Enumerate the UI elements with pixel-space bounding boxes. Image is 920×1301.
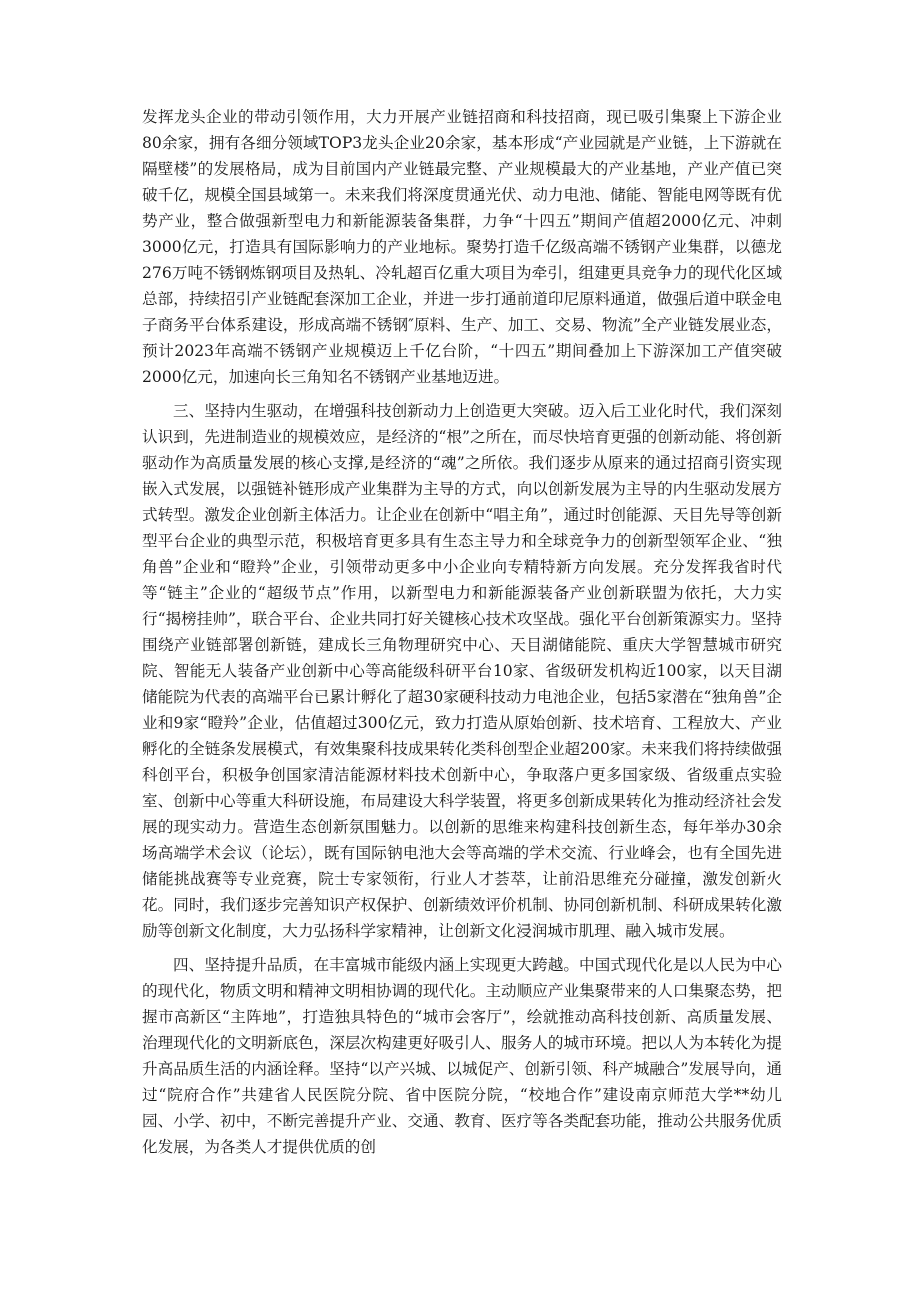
paragraph-section-three: 三、坚持内生驱动，在增强科技创新动力上创造更大突破。迈入后工业化时代，我们深刻认识到，先进制造业的规模效应，是经济的“根”之所在，而尽快培育更强的创新动能、将创新驱动作为高质量发展的核心支撑,是经济的“魂”之所依。我们逐步从原来的通过招商引资实现嵌入式发展，以强链补链形成产业集群为主导的方式，向以创新发展为主导的内生驱动发展方式转型。激发企业创新主体活力。让企业在创新中“唱主角”，通过时创能源、天目先导等创新型平台企业的典型示范，积极培育更多具有生态主导力和全球竞争力的创新型领军企业、“独角兽”企业和“瞪羚”企业，引领带动更多中小企业向专精特新方向发展。充分发挥我省时代等“链主”企业的“超级节点”作用，以新型电力和新能源装备产业创新联盟为依托，大力实行“揭榜挂帅”，联合平台、企业共同打好关键核心技术攻坚战。强化平台创新策源实力。坚持围绕产业链部署创新链，建成长三角物理研究中心、天目湖储能院、重庆大学智慧城市研究院、智能无人装备产业创新中心等高能级科研平台10家、省级研发机构近100家，以天目湖储能院为代表的高端平台已累计孵化了超30家硬科技动力电池企业，包括5家潜在“独角兽”企业和9家“瞪羚”企业，估值超过300亿元，致力打造从原始创新、技术培育、工程放大、产业孵化的全链条发展模式，有效集聚科技成果转化类科创型企业超200家。未来我们将持续做强科创平台，积极争创国家清洁能源材料技术创新中心，争取落户更多国家级、省级重点实验室、创新中心等重大科研设施，布局建设大科学装置，将更多创新成果转化为推动经济社会发展的现实动力。营造生态创新氛围魅力。以创新的思维来构建科技创新生态，每年举办30余场高端学术会议（论坛），既有国际钠电池大会等高端的学术交流、行业峰会，也有全国先进储能挑战赛等专业竞赛，院士专家领衔，行业人才荟萃，让前沿思维充分碰撞，激发创新火花。同时，我们逐步完善知识产权保护、创新绩效评价机制、协同创新机制、科研成果转化激励等创新文化制度，大力弘扬科学家精神，让创新文化浸润城市肌理、融入城市发展。	[142, 402, 782, 940]
paragraph-section-four: 四、坚持提升品质，在丰富城市能级内涵上实现更大跨越。中国式现代化是以人民为中心的现代化，物质文明和精神文明相协调的现代化。主动顺应产业集聚带来的人口集聚态势，把握市高新区“主阵地”，打造独具特色的“城市会客厅”，绘就推动高科技创新、高质量发展、治理现代化的文明新底色，深层次构建更好吸引人、服务人的城市环境。把以人为本转化为提升高品质生活的内涵诠释。坚持“以产兴城、以城促产、创新引领、科产城融合”发展导向，通过“院府合作”共建省人民医院分院、省中医院分院，“校地合作”建设南京师范大学**幼儿园、小学、初中，不断完善提升产业、交通、教育、医疗等各类配套功能，推动公共服务优质化发展，为各类人才提供优质的创	[142, 956, 782, 1156]
paragraph-industry-chain: 发挥龙头企业的带动引领作用，大力开展产业链招商和科技招商，现已吸引集聚上下游企业80余家，拥有各细分领域TOP3龙头企业20余家，基本形成“产业园就是产业链，上下游就在隔壁楼”的发展格局，成为目前国内产业链最完整、产业规模最大的产业基地，产业产值已突破千亿，规模全国县域第一。未来我们将深度贯通光伏、动力电池、储能、智能电网等既有优势产业，整合做强新型电力和新能源装备集群，力争“十四五”期间产值超2000亿元、冲刺3000亿元，打造具有国际影响力的产业地标。聚势打造千亿级高端不锈钢产业集群，以德龙276万吨不锈钢炼钢项目及热轧、冷轧超百亿重大项目为牵引，组建更具竞争力的现代化区域总部，持续招引产业链配套深加工企业，并进一步打通前道印尼原料通道，做强后道中联金电子商务平台体系建设，形成高端不锈钢″原料、生产、加工、交易、物流”全产业链发展业态，预计2023年高端不锈钢产业规模迈上千亿台阶，“十四五”期间叠加上下游深加工产值突破2000亿元，加速向长三角知名不锈钢产业基地迈进。	[142, 108, 782, 386]
document-body	[142, 104, 782, 1160]
